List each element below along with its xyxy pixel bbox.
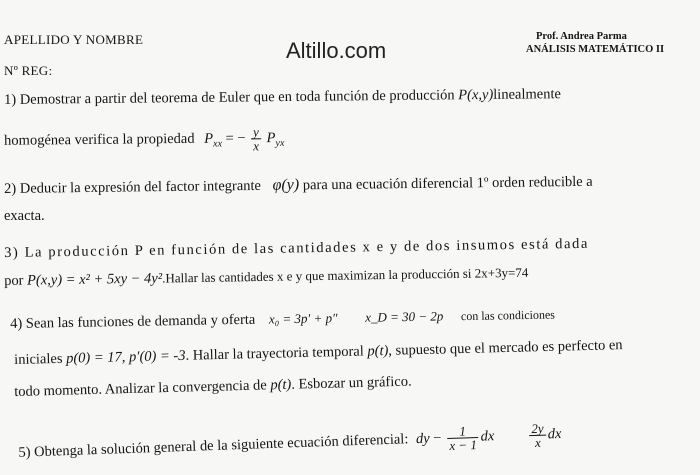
question-3-line-2: por P(x,y) = x² + 5xy − 4y².Hallar las cantidades x e y que maximizan la producción si 2x+3y=74 [4, 264, 529, 289]
question-1-line-1: 1) Demostrar a partir del teorema de Euler que en toda función de producción P(x,y)linealmente [4, 86, 561, 108]
question-4-line-1: 4) Sean las funciones de demanda y oferta x₀ = 3p′ + p″ x_D = 30 − 2p con las condiciones [10, 307, 556, 332]
question-4-line-2: iniciales p(0) = 17, p′(0) = -3. Hallar la trayectoria temporal p(t), supuesto que el mercado es perfecto en [14, 337, 623, 368]
professor-name: Prof. Andrea Parma [536, 31, 627, 42]
fraction-1-over-x-minus-1: $\frac{1}{x - 1}$ [447, 424, 479, 452]
reg-label: Nº REG: [4, 63, 53, 78]
question-5-line-1: 5) Obtenga la solución general de la siguiente ecuación diferencial: dy − $\frac{1}{x - 1}$ dx $\frac{2y}{x}$ dx [18, 420, 562, 461]
question-1-line-2: homogénea verifica la propiedad $P_{xx}$ = − $\frac{y}{x}$ $P_{yx}$ [4, 124, 285, 154]
watermark: Altillo.com [286, 38, 387, 63]
fraction-y-over-x: $\frac{y}{x}$ [253, 124, 260, 154]
course-name: ANÁLISIS MATEMÁTICO II [526, 44, 665, 55]
question-2-line-1: 2) Deducir la expresión del factor integrante φ(y) para una ecuación diferencial 1º orden reducible a [4, 173, 593, 197]
question-2-line-2: exacta. [4, 208, 45, 224]
name-label: APELLIDO Y NOMBRE [4, 32, 144, 47]
fraction-2y-over-x: $\frac{2y}{x}$ [531, 420, 544, 450]
question-4-line-3: todo momento. Analizar la convergencia de p(t). Esbozar un gráfico. [14, 373, 412, 400]
question-3-line-1: 3) La producción P en función de las cantidades x e y de dos insumos está dada [4, 235, 590, 261]
